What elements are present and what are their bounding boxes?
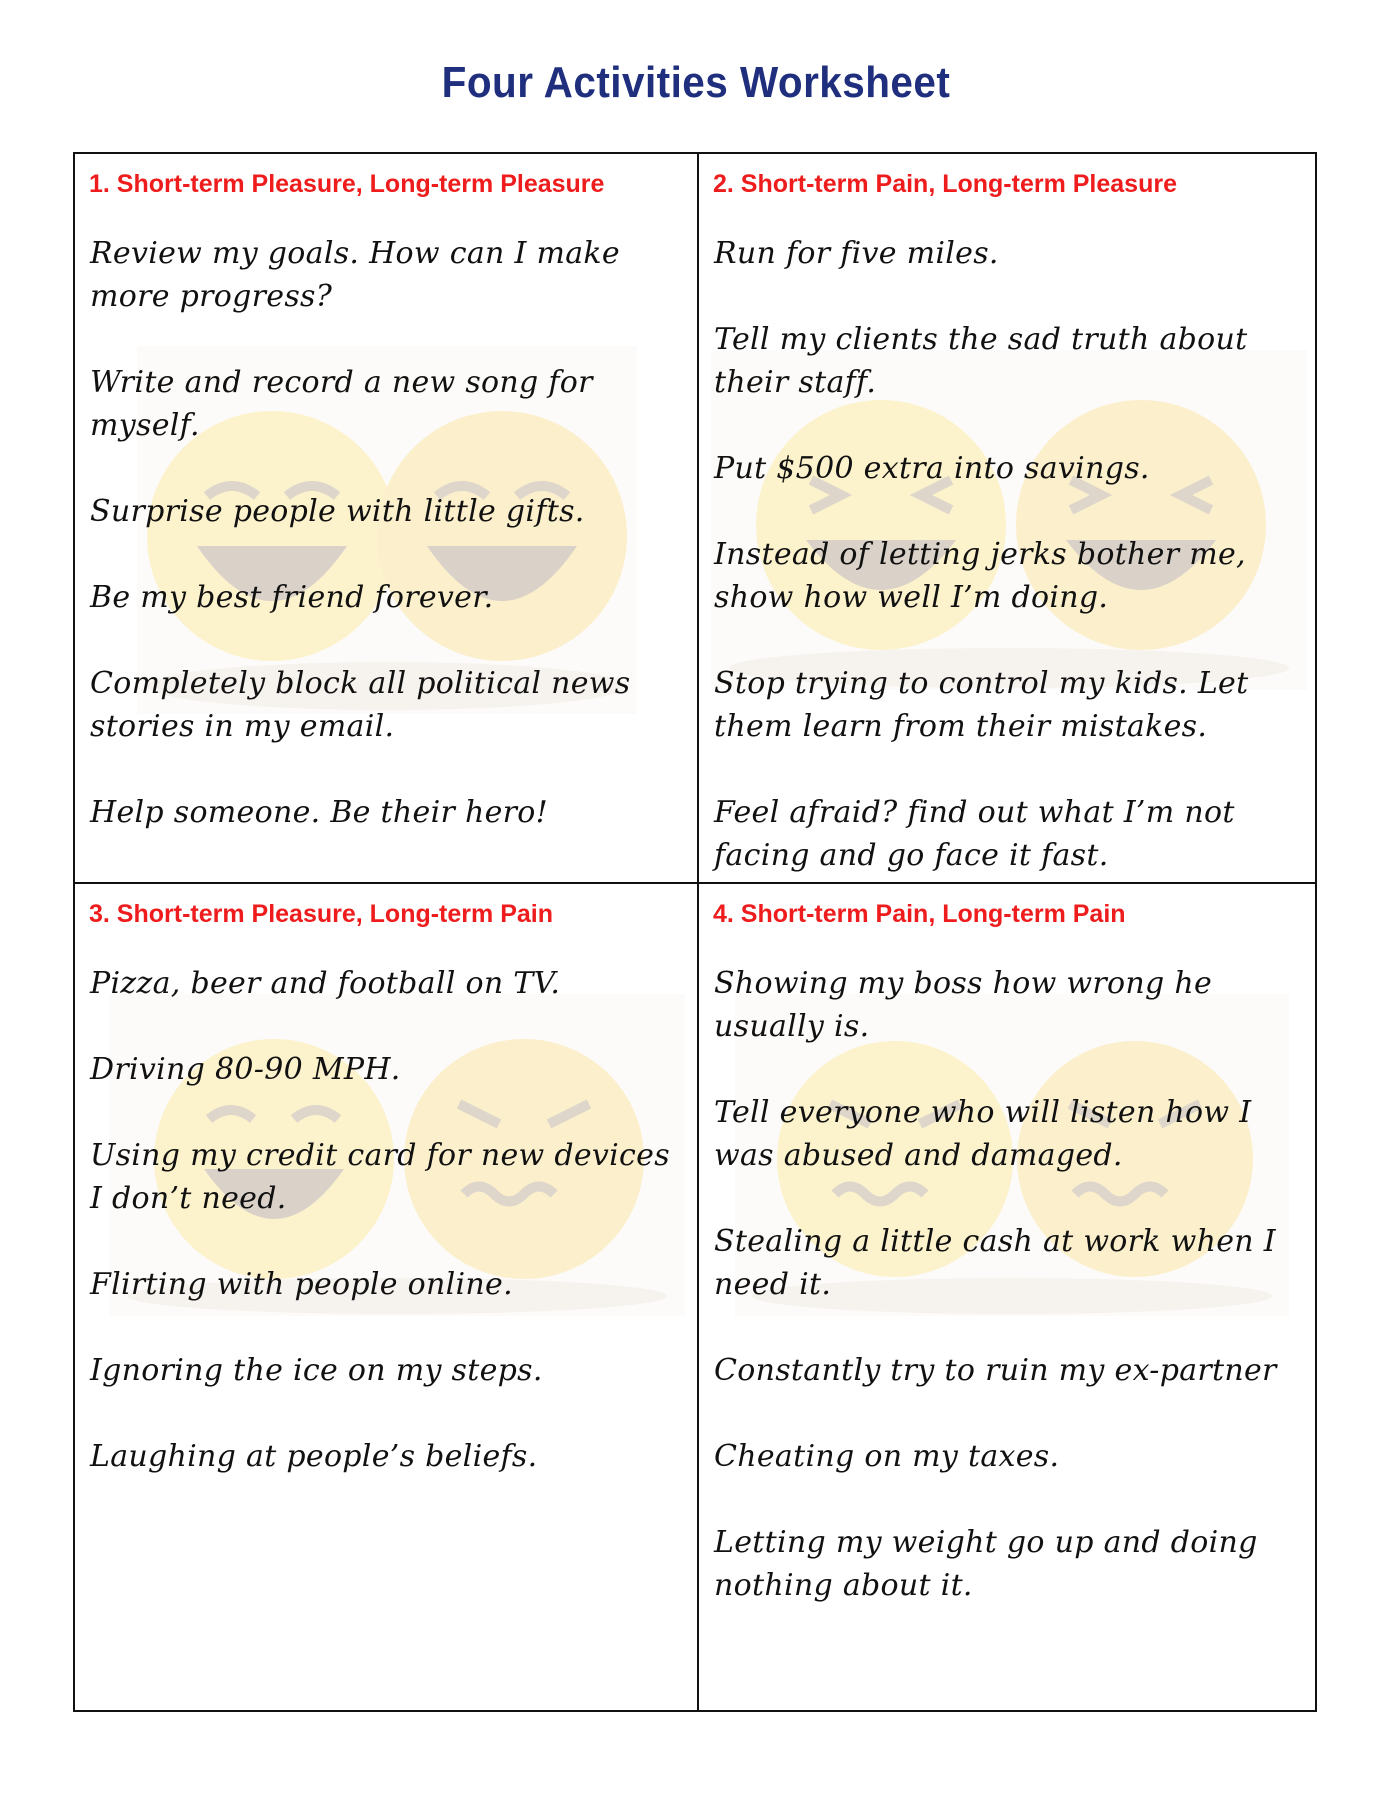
quadrant-3: [75, 884, 697, 1712]
quadrant-2: [699, 154, 1317, 882]
list-item: Put $500 extra into savings.: [714, 451, 1150, 486]
list-item: Tell my clients the sad truth about their staff.: [714, 322, 1248, 400]
list-item: Constantly try to ruin my ex-partner: [714, 1353, 1277, 1388]
list-item: Driving 80-90 MPH.: [90, 1052, 401, 1087]
activity-list: [90, 232, 687, 877]
list-item: Ignoring the ice on my steps.: [90, 1353, 543, 1388]
list-item: Tell everyone who will listen how I was abused and damaged.: [714, 1095, 1252, 1173]
quadrant-heading: 1. Short-term Pleasure, Long-term Pleasure: [89, 170, 605, 198]
list-item: Run for five miles.: [714, 236, 999, 271]
activity-list: [714, 962, 1307, 1650]
list-item: Surprise people with little gifts.: [90, 494, 585, 529]
list-item: Flirting with people online.: [90, 1267, 513, 1302]
quadrant-1: [75, 154, 697, 882]
list-item: Pizza, beer and football on TV.: [90, 966, 561, 1001]
quadrant-4: [699, 884, 1317, 1712]
page-title: Four Activities Worksheet: [441, 58, 951, 107]
list-item: Laughing at people’s beliefs.: [90, 1439, 538, 1474]
list-item: Stealing a little cash at work when I need it.: [714, 1224, 1276, 1302]
list-item: Showing my boss how wrong he usually is.: [714, 966, 1213, 1044]
list-item: Be my best friend forever.: [90, 580, 494, 615]
list-item: Stop trying to control my kids. Let them learn from their mistakes.: [714, 666, 1249, 744]
list-item: Cheating on my taxes.: [714, 1439, 1060, 1474]
activity-list: [90, 962, 687, 1521]
list-item: Using my credit card for new devices I don’t need.: [90, 1138, 670, 1216]
list-item: Completely block all political news stories in my email.: [90, 666, 631, 744]
list-item: Feel afraid? find out what I’m not facing and go face it fast.: [714, 795, 1235, 873]
quadrant-heading: 3. Short-term Pleasure, Long-term Pain: [89, 900, 553, 928]
quadrant-heading: 2. Short-term Pain, Long-term Pleasure: [713, 170, 1177, 198]
list-item: Instead of letting jerks bother me, show how well I’m doing.: [714, 537, 1246, 615]
list-item: Write and record a new song for myself.: [90, 365, 593, 443]
list-item: Help someone. Be their hero!: [90, 795, 548, 830]
activity-list: [714, 232, 1307, 882]
list-item: Letting my weight go up and doing nothing about it.: [714, 1525, 1258, 1603]
list-item: Review my goals. How can I make more progress?: [90, 236, 620, 314]
activities-grid: [73, 152, 1317, 1712]
quadrant-heading: 4. Short-term Pain, Long-term Pain: [713, 900, 1126, 928]
